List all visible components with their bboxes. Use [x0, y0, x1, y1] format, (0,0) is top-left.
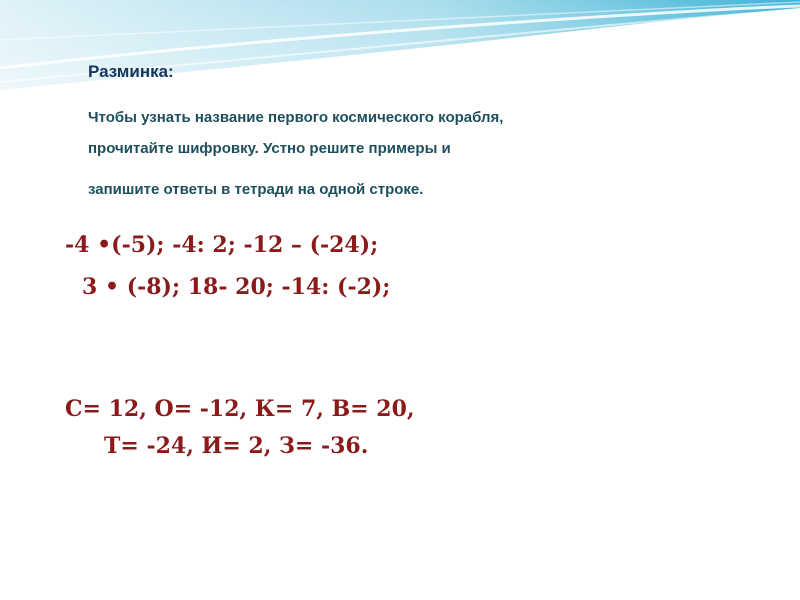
cipher-key-line-1: С= 12, О= -12, К= 7, В= 20,	[65, 396, 415, 422]
instruction-line-1: Чтобы узнать название первого космического корабля,	[88, 109, 504, 126]
instruction-line-2: прочитайте шифровку. Устно решите примеры и	[88, 140, 451, 157]
example-line-1: -4 •(-5); -4: 2; -12 – (-24);	[65, 232, 379, 258]
warmup-title: Разминка:	[88, 62, 174, 81]
example-line-2: 3 • (-8); 18- 20; -14: (-2);	[82, 274, 391, 300]
cipher-key-line-2: Т= -24, И= 2, З= -36.	[104, 433, 369, 459]
instruction-line-3: запишите ответы в тетради на одной строке.	[88, 181, 424, 198]
